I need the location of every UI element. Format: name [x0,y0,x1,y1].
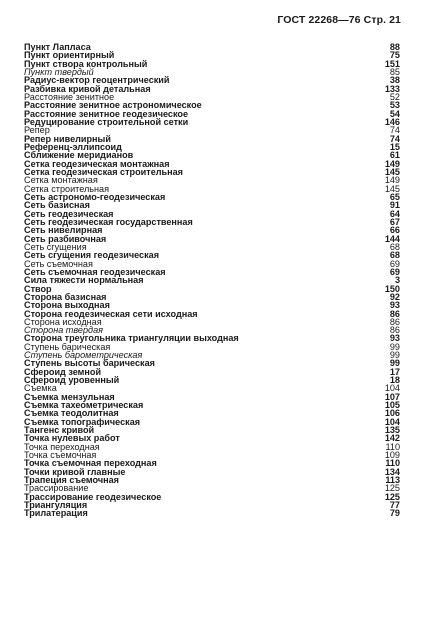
index-page-number: 104 [384,416,400,427]
index-term: Расстояние зенитное астрономическое [24,100,202,111]
index-page-number: 93 [389,333,400,344]
index-term: Съемка топографическая [24,416,141,427]
index-page-number: 142 [384,433,400,444]
index-term: Сторона треугольника триангуляции выходная [24,333,239,344]
index-page-number: 125 [384,483,400,494]
index-page-number: 99 [389,350,400,361]
index-page-number: 67 [389,216,400,227]
index-page-number: 146 [384,116,400,127]
index-page-number: 110 [385,458,400,469]
index-term: Сетка геодезическая строительная [24,166,183,177]
index-term: Сила тяжести нормальная [24,275,144,286]
index-term: Редуцирование строительной сетки [24,116,189,127]
index-term: Сторона геодезическая сети исходная [24,308,198,319]
index-page-number: 92 [389,291,400,302]
index-term: Сеть астрономо-геодезическая [24,191,166,202]
index-page-number: 135 [384,425,400,436]
index-entry [24,376,400,384]
index-page-number: 150 [384,283,400,294]
index-term: Пункт створа контрольный [24,58,148,69]
index-term: Расстояние зенитное [24,91,115,102]
index-page-number: 145 [384,183,400,194]
index-page-number: 53 [389,100,400,111]
index-page-number: 64 [389,208,400,219]
index-term: Пункт твердый [24,66,94,77]
index-page-number: 93 [389,300,400,311]
index-term: Сеть разбивочная [24,233,107,244]
index-page-number: 107 [384,391,400,402]
index-term: Сеть базисная [24,200,90,211]
subject-index-list [24,43,400,518]
index-page-number: 54 [389,108,400,119]
index-term: Ступень барометрическая [24,350,143,361]
index-page-number: 86 [389,325,400,336]
index-page-number: 65 [389,191,400,202]
index-page-number: 52 [389,91,400,102]
index-page-number: 3 [394,275,400,286]
index-term: Репер [24,125,50,136]
index-term: Трассирование геодезическое [24,491,162,502]
index-term: Сеть съемочная геодезическая [24,266,166,277]
index-term: Сетка геодезическая монтажная [24,158,170,169]
index-term: Съемка тахеометрическая [24,400,144,411]
index-page-number: 134 [384,466,400,477]
index-term: Сфероид земной [24,366,102,377]
index-term: Точка нулевых работ [24,433,120,444]
index-term: Сближение меридианов [24,150,134,161]
index-page-number: 151 [384,58,400,69]
index-term: Точки кривой главные [24,466,126,477]
index-term: Точка съемочная переходная [24,458,157,469]
index-term: Пункт Лапласа [24,42,91,52]
index-page-number: 74 [389,133,400,144]
index-term: Сторона выходная [24,300,110,311]
index-term: Съемка мензульная [24,391,115,402]
index-term: Сеть сгущения [24,241,87,252]
index-term: Сеть нивелирная [24,225,103,236]
index-page-number: 99 [389,341,400,352]
index-page-number: 104 [384,383,400,394]
index-entry [24,118,400,126]
index-page-number: 144 [384,233,400,244]
index-term: Трапеция съемочная [24,475,119,486]
index-term: Точка съемочная [24,450,97,461]
index-term: Трассирование [24,483,89,494]
index-term: Тангенс кривой [24,425,95,436]
index-page-number: 85 [389,66,400,77]
index-term: Пункт ориентирный [24,50,115,61]
index-page-number: 149 [384,158,400,169]
index-term: Сторона базисная [24,291,107,302]
index-page-number: 15 [389,141,400,152]
index-page-number: 61 [389,150,400,161]
index-term: Ступень высоты барическая [24,358,155,369]
index-page-number: 86 [389,316,400,327]
index-page-number: 69 [389,258,400,269]
index-term: Сторона исходная [24,316,102,327]
index-term: Разбивка кривой детальная [24,83,151,94]
index-page-number: 86 [389,308,400,319]
index-term: Репер нивелирный [24,133,111,144]
index-page-number: 109 [384,450,400,461]
index-term: Триангуляция [24,500,88,511]
index-term: Трилатерация [24,508,88,519]
index-page-number: 145 [384,166,400,177]
index-page-number: 66 [389,225,400,236]
index-term: Сетка монтажная [24,175,98,186]
index-page-number: 110 [385,441,400,452]
index-term: Съемка [24,383,57,394]
index-page-number: 105 [384,400,400,411]
index-term: Створ [24,283,52,294]
index-term: Сеть геодезическая [24,208,114,219]
index-page-number: 149 [384,175,400,186]
index-term: Сеть геодезическая государственная [24,216,193,227]
page-header: ГОСТ 22268—76 Стр. 21 [277,14,401,26]
index-page-number: 69 [389,266,400,277]
index-page-number: 88 [389,42,400,52]
index-term: Съемка теодолитная [24,408,119,419]
index-page-number: 106 [384,408,400,419]
index-term: Точка переходная [24,441,100,452]
index-page-number: 99 [389,358,400,369]
index-entry [24,509,400,517]
index-entry [24,276,400,284]
index-page-number: 125 [384,491,400,502]
index-page-number: 75 [389,50,400,61]
index-term: Сеть сгущения геодезическая [24,250,160,261]
index-term: Расстояние зенитное геодезическое [24,108,189,119]
index-term: Ступень барическая [24,341,111,352]
index-page-number: 18 [389,375,400,386]
index-term: Референц-эллипсоид [24,141,122,152]
index-page-number: 74 [389,125,400,136]
index-term: Радиус-вектор геоцентрический [24,75,170,86]
index-term: Сетка строительная [24,183,110,194]
index-page-number: 68 [389,250,400,261]
index-page-number: 77 [389,500,400,511]
index-term: Сеть съемочная [24,258,93,269]
index-page-number: 113 [385,475,400,486]
index-page-number: 38 [389,75,400,86]
index-page-number: 91 [389,200,400,211]
index-page-number: 17 [389,366,400,377]
index-page-number: 79 [389,508,400,519]
index-page-number: 133 [384,83,400,94]
index-term: Сторона твердая [24,325,103,336]
index-page-number: 68 [389,241,400,252]
index-term: Сфероид уровенный [24,375,120,386]
